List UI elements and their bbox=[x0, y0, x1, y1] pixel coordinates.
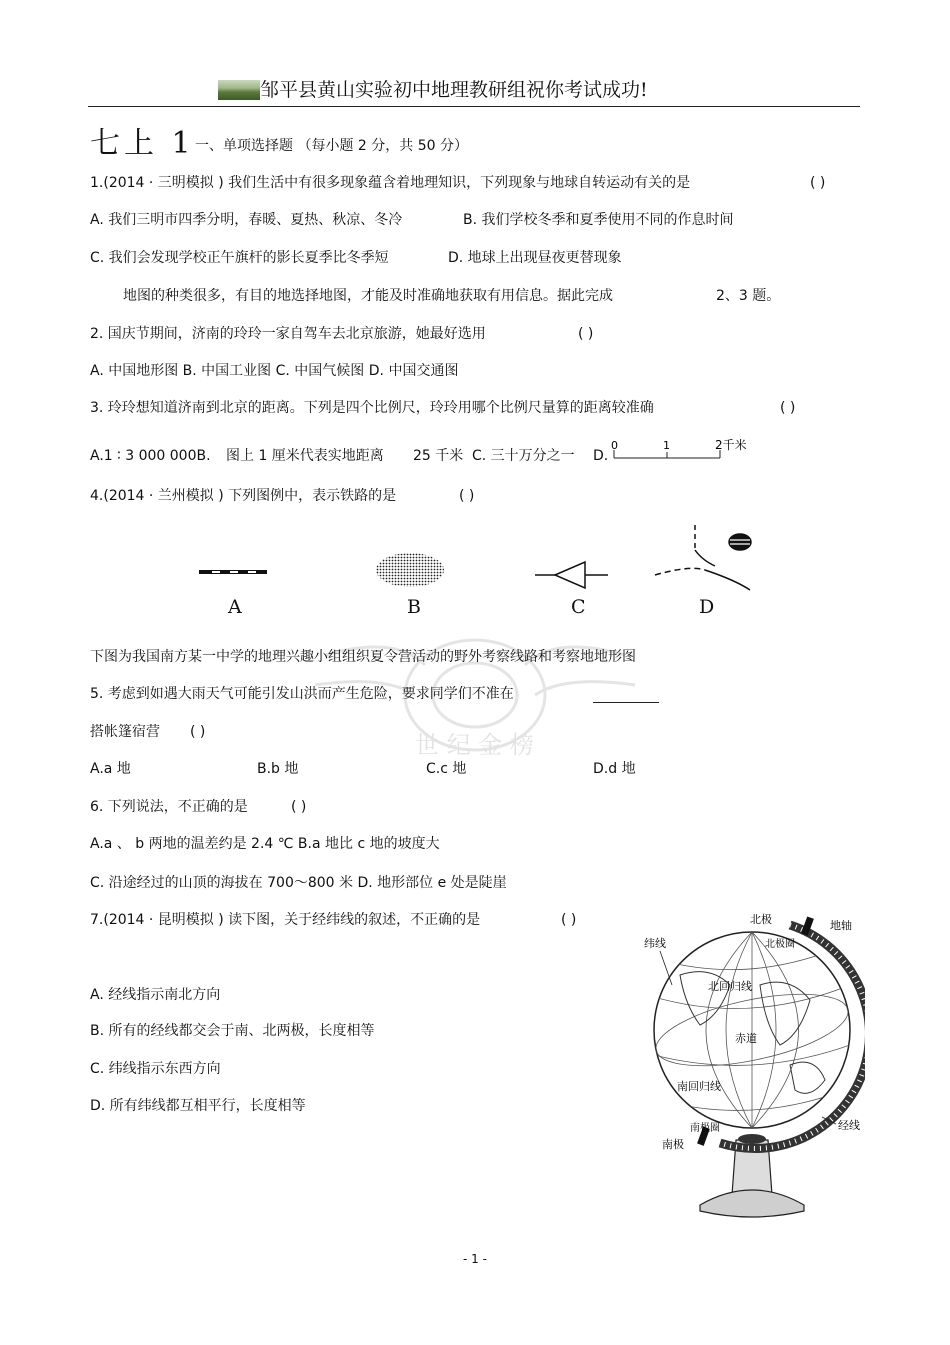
q5-option-c: C.c 地 bbox=[426, 761, 467, 777]
globe-label-tropic-cancer: 北回归线 bbox=[708, 980, 752, 993]
header-text: 邹平县黄山实验初中地理教研组祝你考试成功! bbox=[260, 79, 648, 101]
section-title: 一、单项选择题 （每小题 2 分，共 50 分） bbox=[195, 138, 468, 154]
q1-option-b: B. 我们学校冬季和夏季使用不同的作息时间 bbox=[463, 212, 734, 228]
q1-option-d: D. 地球上出现昼夜更替现象 bbox=[448, 250, 622, 266]
q5-blank-line bbox=[593, 702, 659, 703]
q6-stem: 6. 下列说法，不正确的是 bbox=[90, 799, 248, 815]
q3-option-b: 图上 1 厘米代表实地距离 bbox=[226, 448, 384, 464]
intro-q5-q6: 下图为我国南方某一中学的地理兴趣小组组织夏令营活动的野外考察线路和考察地地形图 bbox=[90, 649, 636, 665]
page-number: - 1 - bbox=[463, 1252, 487, 1266]
q7-stem: 7.(2014 · 昆明模拟 ) 读下图，关于经纬线的叙述，不正确的是 bbox=[90, 912, 481, 928]
scale-label-2: 2千米 bbox=[715, 438, 747, 452]
intro-q2-q3-tail: 2、3 题。 bbox=[716, 288, 781, 304]
legend-boundary-symbol bbox=[655, 525, 751, 590]
q1-option-c: C. 我们会发现学校正午旗杆的影长夏季比冬季短 bbox=[90, 250, 389, 266]
intro-q2-q3: 地图的种类很多，有目的地选择地图，才能及时准确地获取有用信息。据此完成 bbox=[123, 288, 613, 304]
globe-label-meridian: 经线 bbox=[838, 1119, 860, 1132]
q1-stem: 1.(2014 · 三明模拟 ) 我们生活中有很多现象蕴含着地理知识，下列现象与地球自转运动有关的是 bbox=[90, 175, 691, 191]
header-divider bbox=[88, 106, 860, 107]
scale-label-0: 0 bbox=[611, 439, 618, 452]
map-legend-figure bbox=[190, 520, 770, 625]
q5-stem: 5. 考虑到如遇大雨天气可能引发山洪而产生危险，要求同学们不准在 bbox=[90, 686, 514, 702]
globe-label-tropic-capricorn: 南回归线 bbox=[677, 1080, 721, 1093]
q3-option-a: A.1 ∶ 3 000 000B. bbox=[90, 448, 211, 464]
q3-option-c: C. 三十万分之一 bbox=[472, 448, 575, 464]
q6-answer-paren: ( ) bbox=[291, 799, 307, 815]
globe-label-north-pole: 北极 bbox=[750, 913, 772, 926]
q1-option-a: A. 我们三明市四季分明，春暖、夏热、秋凉、冬冷 bbox=[90, 212, 403, 228]
globe-figure bbox=[640, 905, 865, 1225]
scale-label-1: 1 bbox=[663, 439, 670, 452]
q1-answer-paren: ( ) bbox=[810, 175, 826, 191]
q5-option-b: B.b 地 bbox=[257, 761, 299, 777]
globe-label-arctic-circle: 北极圈 bbox=[765, 939, 795, 950]
q5-stem-continued: 搭帐篷宿营 bbox=[90, 724, 160, 740]
q3-option-d: D. bbox=[593, 448, 609, 464]
q2-stem: 2. 国庆节期间，济南的玲玲一家自驾车去北京旅游，她最好选用 bbox=[90, 326, 486, 342]
q2-answer-paren: ( ) bbox=[578, 326, 594, 342]
scale-bar-figure bbox=[610, 436, 750, 466]
q6-options-ab: A.a 、 b 两地的温差约是 2.4 ℃ B.a 地比 c 地的坡度大 bbox=[90, 836, 440, 852]
q7-option-d: D. 所有纬线都互相平行，长度相等 bbox=[90, 1098, 306, 1114]
globe-label-axis: 地轴 bbox=[830, 919, 852, 932]
globe-label-equator: 赤道 bbox=[735, 1032, 757, 1045]
page-title: 七上 1 bbox=[90, 126, 195, 161]
q7-option-a: A. 经线指示南北方向 bbox=[90, 987, 221, 1003]
legend-triangle-symbol bbox=[535, 562, 608, 588]
q3-answer-paren: ( ) bbox=[780, 400, 796, 416]
q4-answer-paren: ( ) bbox=[459, 488, 475, 504]
legend-dotted-area-symbol bbox=[376, 553, 444, 587]
q3-option-b-value: 25 千米 bbox=[413, 448, 464, 464]
q5-answer-paren: ( ) bbox=[190, 724, 206, 740]
q5-option-a: A.a 地 bbox=[90, 761, 131, 777]
q7-option-b: B. 所有的经线都交会于南、北两极，长度相等 bbox=[90, 1023, 375, 1039]
globe-label-south-pole: 南极 bbox=[662, 1138, 684, 1151]
q3-stem: 3. 玲玲想知道济南到北京的距离。下列是四个比例尺，玲玲用哪个比例尺量算的距离较准确 bbox=[90, 400, 654, 416]
header-logo-image bbox=[218, 80, 260, 100]
q5-option-d: D.d 地 bbox=[593, 761, 636, 777]
q2-options: A. 中国地形图 B. 中国工业图 C. 中国气候图 D. 中国交通图 bbox=[90, 363, 459, 379]
legend-label-a: A bbox=[228, 596, 242, 618]
q7-answer-paren: ( ) bbox=[561, 912, 577, 928]
globe-label-parallel: 纬线 bbox=[644, 937, 666, 950]
q7-option-c: C. 纬线指示东西方向 bbox=[90, 1061, 221, 1077]
q4-stem: 4.(2014 · 兰州模拟 ) 下列图例中，表示铁路的是 bbox=[90, 488, 397, 504]
legend-label-b: B bbox=[407, 596, 421, 618]
legend-label-d: D bbox=[699, 596, 715, 618]
watermark-text: 世 纪 金 榜 bbox=[415, 731, 534, 759]
legend-railway-symbol bbox=[199, 570, 267, 574]
q6-options-cd: C. 沿途经过的山顶的海拔在 700～800 米 D. 地形部位 e 处是陡崖 bbox=[90, 875, 507, 891]
globe-label-antarctic-circle: 南极圈 bbox=[690, 1123, 720, 1134]
legend-label-c: C bbox=[571, 596, 586, 618]
